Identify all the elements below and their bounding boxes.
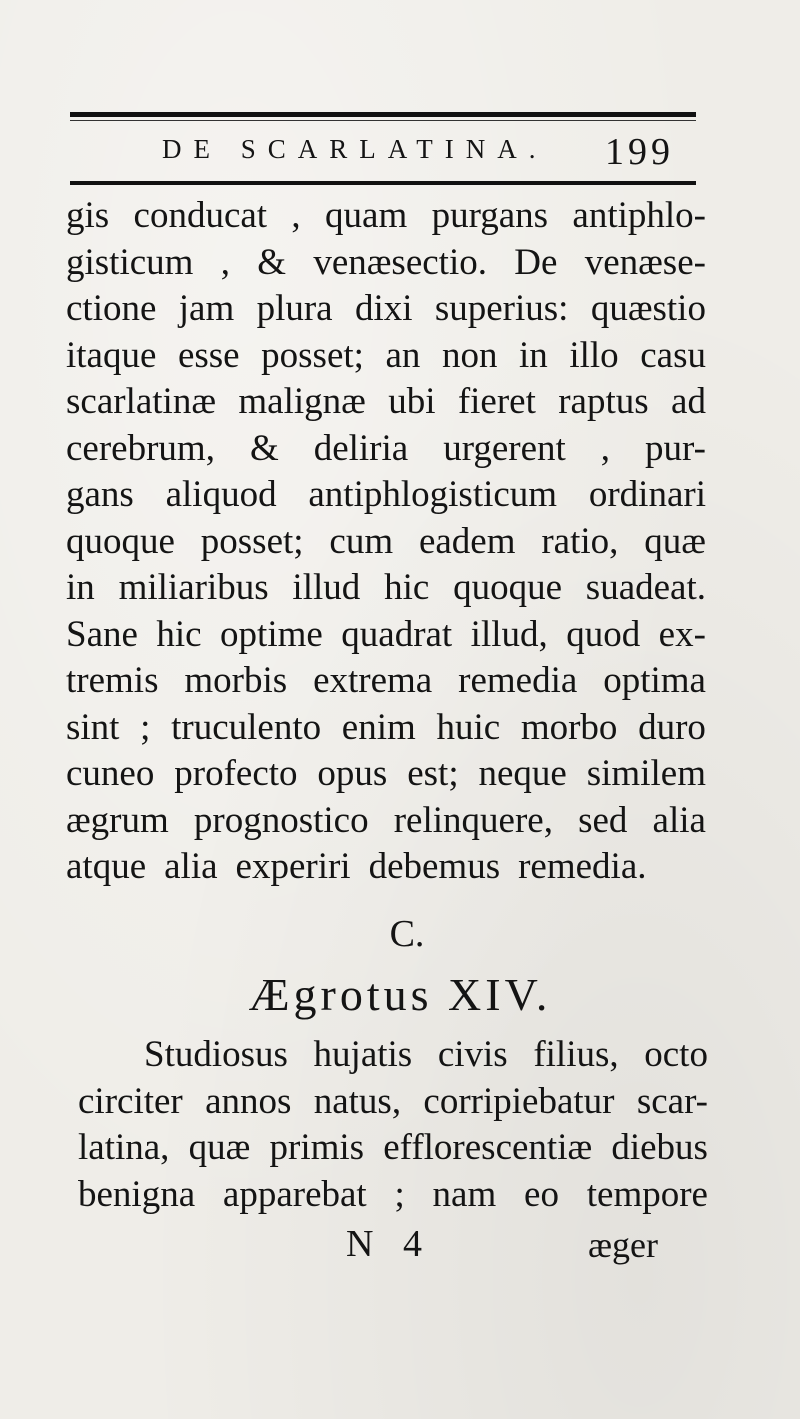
- word: non: [441, 334, 498, 376]
- word: scarlatinæ: [66, 381, 217, 422]
- word: ratio,: [541, 520, 619, 562]
- word: plura: [256, 288, 333, 329]
- word: diebus: [611, 1127, 708, 1168]
- case-paragraph-line: [78, 1079, 708, 1126]
- word: ,: [600, 427, 611, 469]
- word: antiphlogisticum: [308, 474, 558, 515]
- word: cum: [329, 520, 394, 562]
- word: experiri: [235, 846, 351, 887]
- word: ;: [140, 706, 151, 748]
- word: &: [249, 427, 279, 469]
- word: debemus: [368, 846, 501, 887]
- word: suadeat.: [585, 567, 706, 608]
- word: deliria: [313, 427, 409, 469]
- word: remedia.: [518, 846, 647, 887]
- header-rule-top: [70, 112, 696, 117]
- word: optima: [603, 660, 706, 701]
- word: ex-: [658, 613, 706, 655]
- word: profecto: [174, 753, 298, 794]
- word: &: [257, 241, 287, 283]
- word: tremis: [66, 660, 159, 701]
- word: tempore: [586, 1173, 708, 1215]
- word: venæse-: [584, 241, 706, 283]
- body-text-line: [66, 240, 706, 287]
- word: hic: [384, 567, 430, 608]
- word: posset;: [261, 334, 364, 376]
- word: latina,: [78, 1127, 170, 1168]
- body-text-line: [66, 798, 706, 845]
- word: posset;: [200, 520, 304, 562]
- body-text: [66, 193, 706, 891]
- word: remedia: [458, 660, 578, 701]
- word: quoque: [66, 520, 175, 562]
- word: sed: [578, 799, 628, 841]
- word: raptus: [558, 381, 649, 422]
- word: gisticum: [66, 241, 194, 283]
- case-paragraph-line: [78, 1125, 708, 1172]
- word: est;: [407, 753, 459, 794]
- word: circiter: [78, 1080, 183, 1122]
- word: illud: [292, 567, 361, 608]
- word: nam: [432, 1173, 497, 1215]
- word: illo: [569, 334, 619, 376]
- body-text-line: [66, 705, 706, 752]
- body-text-line: [66, 333, 706, 380]
- word: ubi: [388, 381, 436, 422]
- case-paragraph-line: [78, 1172, 708, 1219]
- word: quod: [566, 613, 641, 655]
- body-text-line: [66, 286, 706, 333]
- word: truculento: [171, 706, 322, 748]
- word: duro: [638, 706, 706, 748]
- word: urgerent: [443, 427, 566, 469]
- word: hujatis: [313, 1034, 413, 1075]
- word: ,: [220, 241, 230, 283]
- body-text-line: [66, 565, 706, 612]
- word: ctione: [66, 288, 157, 329]
- word: enim: [341, 706, 416, 748]
- word: quam: [325, 195, 408, 236]
- word: ;: [394, 1173, 405, 1215]
- word: sint: [66, 706, 120, 748]
- catchword: æger: [588, 1225, 658, 1265]
- word: eadem: [418, 520, 516, 562]
- word: scar-: [636, 1080, 708, 1122]
- word: morbo: [520, 706, 618, 748]
- word: similem: [586, 753, 706, 794]
- word: opus: [317, 753, 388, 794]
- case-paragraph-line: [78, 1032, 708, 1079]
- word: miliaribus: [118, 567, 269, 608]
- word: malignæ: [238, 381, 366, 422]
- word: alia: [164, 846, 218, 887]
- word: relinquere,: [393, 799, 553, 841]
- body-text-line: [66, 379, 706, 426]
- running-title: DE SCARLATINA.: [162, 134, 548, 164]
- word: annos: [205, 1080, 292, 1122]
- word: quæ: [644, 520, 706, 562]
- word: ordinari: [588, 474, 706, 515]
- body-text-line: [66, 193, 706, 240]
- word: alia: [652, 799, 706, 841]
- word: ægrum: [66, 799, 169, 841]
- word: optime: [220, 613, 323, 655]
- word: De: [514, 241, 558, 283]
- word: itaque: [66, 334, 157, 376]
- word: jam: [178, 288, 235, 329]
- word: gans: [66, 474, 134, 515]
- word: quæ: [188, 1127, 251, 1168]
- body-text-line: [66, 612, 706, 659]
- word: superius:: [434, 288, 569, 329]
- word: primis: [269, 1127, 365, 1168]
- word: octo: [644, 1034, 708, 1075]
- word: ad: [671, 381, 706, 422]
- word: quadrat: [341, 613, 453, 655]
- word: dixi: [354, 288, 413, 329]
- page-number: 199: [605, 131, 674, 173]
- word: natus,: [313, 1080, 402, 1122]
- word: apparebat: [222, 1173, 367, 1215]
- word: atque: [66, 846, 147, 887]
- body-text-line: [66, 751, 706, 798]
- body-text-line: [66, 426, 706, 473]
- word: casu: [640, 334, 706, 376]
- word: ,: [291, 195, 301, 236]
- word: venæsectio.: [313, 241, 487, 283]
- word: antiphlo-: [572, 195, 706, 236]
- header-rule-bottom: [70, 181, 696, 185]
- word: Studiosus: [144, 1034, 288, 1075]
- word: benigna: [78, 1173, 196, 1215]
- word: an: [385, 334, 421, 376]
- word: prognostico: [193, 799, 369, 841]
- word: efflorescentiæ: [383, 1127, 593, 1168]
- section-number: C.: [389, 913, 425, 955]
- case-paragraph: [78, 1032, 708, 1218]
- word: quoque: [453, 567, 562, 608]
- body-text-line: [66, 658, 706, 705]
- word: aliquod: [165, 474, 277, 515]
- word: civis: [437, 1034, 508, 1075]
- page-footer: [0, 1222, 800, 1272]
- running-header: [70, 130, 696, 174]
- word: cerebrum,: [66, 427, 215, 469]
- patient-heading: Ægrotus XIV.: [248, 969, 552, 1020]
- word: esse: [177, 334, 240, 376]
- word: neque: [478, 753, 567, 794]
- word: purgans: [431, 195, 549, 236]
- body-text-line: [66, 472, 706, 519]
- header-rule-top-thin: [70, 120, 696, 121]
- word: cuneo: [66, 753, 155, 794]
- body-text-line: [66, 844, 706, 891]
- word: gis: [66, 195, 110, 236]
- word: filius,: [533, 1034, 619, 1075]
- word: corripiebatur: [423, 1080, 615, 1122]
- word: pur-: [645, 427, 706, 469]
- word: quæstio: [590, 288, 706, 329]
- word: illud,: [470, 613, 548, 655]
- word: huic: [436, 706, 501, 748]
- word: in: [66, 567, 95, 608]
- word: conducat: [133, 195, 268, 236]
- word: eo: [524, 1173, 559, 1215]
- word: Sane: [66, 613, 138, 655]
- word: fieret: [457, 381, 536, 422]
- signature-mark: N 4: [346, 1223, 432, 1265]
- body-text-line: [66, 519, 706, 566]
- word: morbis: [184, 660, 288, 701]
- word: extrema: [313, 660, 433, 701]
- word: in: [519, 334, 548, 376]
- word: hic: [156, 613, 202, 655]
